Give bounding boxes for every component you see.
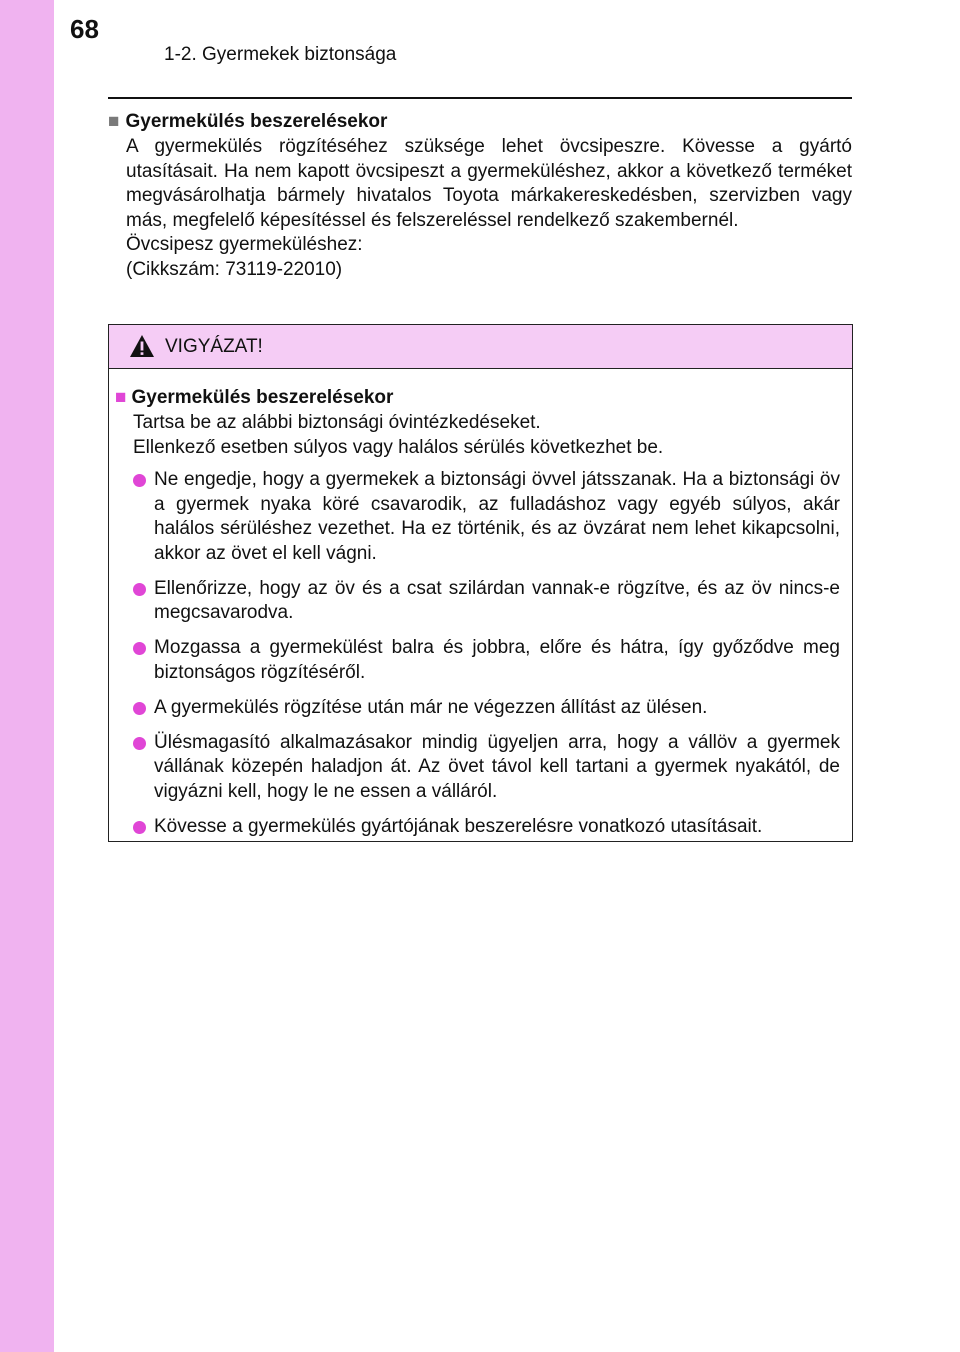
- square-bullet-icon: ■: [115, 387, 127, 408]
- section-title: 1-2. Gyermekek biztonsága: [164, 44, 397, 65]
- bullet-text: A gyermekülés rögzítése után már ne végezzen állítást az ülésen.: [154, 696, 708, 718]
- warning-heading: [115, 387, 393, 409]
- install-body: [126, 135, 852, 282]
- list-item: [109, 815, 852, 840]
- warning-label: VIGYÁZAT!: [165, 336, 263, 357]
- install-paragraph: A gyermekülés rögzítéséhez szüksége lehet övcsipeszre. Kövesse a gyártó utasításait. Ha nem kapott övcsipeszt a gyermeküléshez, akkor a következő terméket megvásárolhatja bármely hivatalos Toyota márkakereskedésben, szervizben vagy más, megfelelő képesítéssel és felszereléssel rendelkező szakembernél.: [126, 136, 852, 231]
- install-heading-text: Gyermekülés beszerelésekor: [125, 111, 388, 132]
- header-divider: [108, 97, 852, 99]
- warning-intro-1: Tartsa be az alábbi biztonsági óvintézkedéseket.: [133, 412, 541, 433]
- list-item: [109, 577, 852, 626]
- list-item: [109, 731, 852, 805]
- page-number: 68: [70, 14, 99, 44]
- install-line-2: (Cikkszám: 73119-22010): [126, 258, 343, 280]
- square-bullet-icon: ■: [108, 111, 120, 132]
- bullet-dot-icon: [133, 642, 146, 655]
- bullet-text: Ellenőrizze, hogy az öv és a csat szilárdan vannak-e rögzítve, és az öv nincs-e megcsavarodva.: [154, 577, 840, 623]
- warning-intro-2: Ellenkező esetben súlyos vagy halálos sérülés következhet be.: [133, 436, 664, 458]
- side-tab-band: [0, 0, 54, 1352]
- bullet-text: Kövesse a gyermekülés gyártójának beszerelésre vonatkozó utasításait.: [154, 815, 763, 837]
- warning-box: [108, 324, 853, 842]
- bullet-text: Ülésmagasító alkalmazásakor mindig ügyeljen arra, hogy a vállöv a gyermek vállának közepén haladjon át. Az övet távol kell tartani a gyermek nyakától, de vigyázni kell, hogy le ne essen a válláról.: [154, 731, 840, 802]
- install-line-1: Övcsipesz gyermeküléshez:: [126, 234, 363, 255]
- list-item: [109, 696, 852, 721]
- install-heading: [108, 111, 387, 133]
- bullet-text: Mozgassa a gyermekülést balra és jobbra, előre és hátra, így győződve meg biztonságos rögzítéséről.: [154, 637, 840, 683]
- bullet-dot-icon: [133, 737, 146, 750]
- list-item: [109, 468, 852, 566]
- bullet-dot-icon: [133, 702, 146, 715]
- bullet-dot-icon: [133, 583, 146, 596]
- warning-bullet-list: [109, 468, 852, 850]
- bullet-dot-icon: [133, 474, 146, 487]
- warning-heading-text: Gyermekülés beszerelésekor: [131, 387, 394, 408]
- bullet-text: Ne engedje, hogy a gyermekek a biztonsági övvel játsszanak. Ha a biztonsági öv a gyermek nyaka köré csavarodik, az fulladáshoz vagy egyéb súlyos, akár halálos sérüléshez vezethet. Ha ez történik, és az övzárat nem lehet kikapcsolni, akkor az övet el kell vágni.: [154, 469, 840, 564]
- warning-header: [109, 325, 852, 369]
- bullet-dot-icon: [133, 821, 146, 834]
- warning-triangle-icon: [129, 334, 155, 363]
- warning-intro: [133, 411, 833, 460]
- list-item: [109, 636, 852, 685]
